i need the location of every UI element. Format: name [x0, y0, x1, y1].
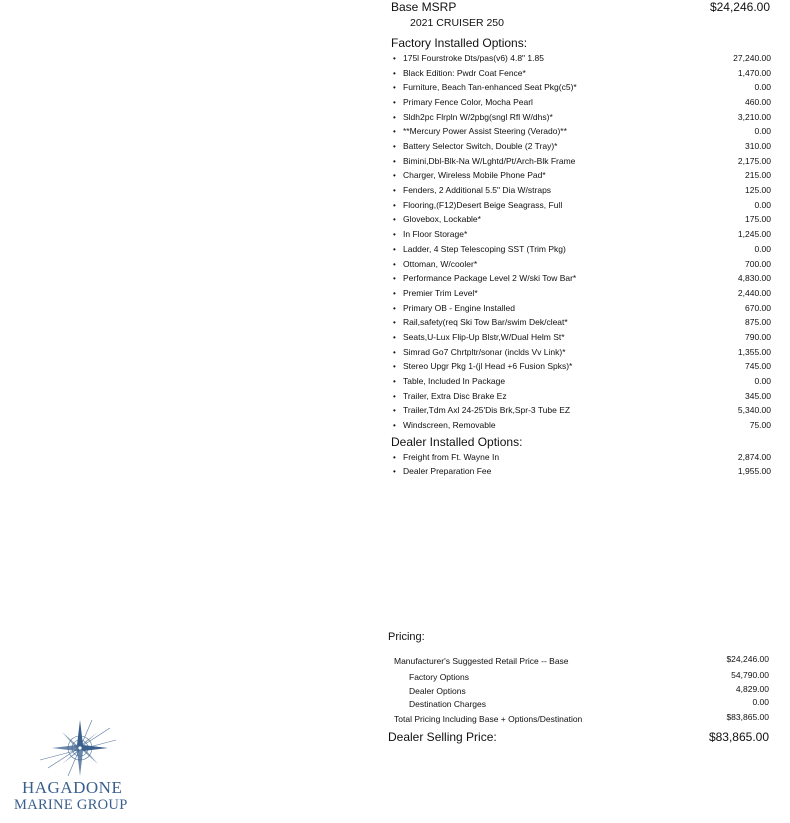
pricing-heading: Pricing: [388, 631, 425, 643]
option-price: 2,440.00 [737, 287, 771, 298]
option-price: 460.00 [745, 97, 771, 108]
option-label: • Dealer Preparation Fee [393, 466, 491, 476]
total-pricing-value: $83,865.00 [726, 712, 769, 722]
option-label: • Seats,U-Lux Flip-Up Blstr,W/Dual Helm St* [393, 332, 565, 342]
option-price: 125.00 [745, 185, 771, 196]
option-price: 3,210.00 [737, 111, 771, 122]
option-price: 0.00 [754, 375, 771, 386]
option-price: 1,245.00 [737, 229, 771, 240]
option-label: • Trailer, Extra Disc Brake Ez [393, 391, 507, 401]
option-price: 745.00 [745, 361, 771, 372]
option-price: 345.00 [745, 390, 771, 401]
dealer-options-total-label: Dealer Options [409, 686, 466, 696]
option-price: 1,355.00 [737, 346, 771, 357]
option-price: 1,470.00 [737, 67, 771, 78]
dealer-options-total-value: 4,829.00 [735, 684, 769, 694]
option-price: 700.00 [745, 258, 771, 269]
logo-wordmark-line1: HAGADONE [22, 778, 123, 797]
destination-charges-value: 0.00 [752, 697, 769, 707]
option-label: • 175l Fourstroke Dts/pas(v6) 4.8" 1.85 [393, 53, 544, 63]
option-price: 215.00 [745, 170, 771, 181]
dealer-selling-price-value: $83,865.00 [708, 730, 769, 744]
option-label: • Fenders, 2 Additional 5.5" Dia W/straps [393, 185, 551, 195]
option-label: • Freight from Ft. Wayne In [393, 452, 499, 462]
option-price: 5,340.00 [737, 405, 771, 416]
option-label: • Table, Included In Package [393, 376, 505, 386]
option-price: 875.00 [745, 317, 771, 328]
factory-options-total-label: Factory Options [409, 672, 469, 682]
option-price: 310.00 [745, 141, 771, 152]
option-label: • Trailer,Tdm Axl 24-25'Dis Brk,Spr-3 Tube EZ [393, 405, 570, 415]
option-label: • Battery Selector Switch, Double (2 Tray)* [393, 141, 557, 151]
dealer-options-heading: Dealer Installed Options: [391, 435, 523, 449]
option-label: • Rail,safety(req Ski Tow Bar/swim Dek/cleat* [393, 317, 568, 327]
option-label: • Black Edition: Pwdr Coat Fence* [393, 68, 526, 78]
compass-rose-icon [38, 718, 118, 780]
option-label: • Primary Fence Color, Mocha Pearl [393, 97, 533, 107]
option-price: 175.00 [745, 214, 771, 225]
option-label: • Charger, Wireless Mobile Phone Pad* [393, 170, 546, 180]
option-label: • Furniture, Beach Tan-enhanced Seat Pkg(c5)* [393, 82, 577, 92]
option-price: 0.00 [754, 126, 771, 137]
option-price: 0.00 [754, 82, 771, 93]
option-label: • Windscreen, Removable [393, 420, 496, 430]
option-price: 2,874.00 [737, 452, 771, 462]
option-label: • Premier Trim Level* [393, 288, 478, 298]
option-label: • Glovebox, Lockable* [393, 214, 481, 224]
option-label: • Flooring,(F12)Desert Beige Seagrass, Full [393, 200, 562, 210]
factory-options-total-value: 54,790.00 [731, 670, 769, 680]
option-label: • In Floor Storage* [393, 229, 467, 239]
option-price: 670.00 [745, 302, 771, 313]
option-label: • Ladder, 4 Step Telescoping SST (Trim Pkg) [393, 244, 566, 254]
boat-model: 2021 CRUISER 250 [410, 17, 504, 29]
option-label: • **Mercury Power Assist Steering (Verado)** [393, 126, 567, 136]
option-price: 790.00 [745, 331, 771, 342]
base-msrp-label: Base MSRP [391, 0, 457, 14]
option-label: • Simrad Go7 Chrtpltr/sonar (inclds Vv Link)* [393, 347, 566, 357]
option-price: 27,240.00 [733, 53, 771, 63]
option-price: 75.00 [749, 420, 771, 430]
option-price: 0.00 [754, 199, 771, 210]
option-price: 0.00 [754, 243, 771, 254]
option-price: 4,830.00 [737, 273, 771, 284]
option-price: 2,175.00 [737, 155, 771, 166]
msrp-base-value: $24,246.00 [726, 654, 769, 664]
option-label: • Ottoman, W/cooler* [393, 259, 477, 269]
msrp-base-label: Manufacturer's Suggested Retail Price -- Base [394, 656, 569, 666]
base-msrp-value: $24,246.00 [709, 0, 770, 14]
option-price: 1,955.00 [737, 466, 771, 476]
dealer-selling-price-label: Dealer Selling Price: [388, 730, 497, 744]
option-label: • Performance Package Level 2 W/ski Tow Bar* [393, 273, 576, 283]
option-label: • Stereo Upgr Pkg 1-(jl Head +6 Fusion Spks)* [393, 361, 572, 371]
factory-options-heading: Factory Installed Options: [391, 36, 528, 50]
destination-charges-label: Destination Charges [409, 699, 487, 709]
logo-wordmark-line2: MARINE GROUP [14, 797, 128, 813]
option-label: • Bimini,Dbl-Blk-Na W/Lghtd/Pt/Arch-Blk Frame [393, 156, 575, 166]
option-label: • Sldh2pc Flrpln W/2pbg(sngl Rfl W/dhs)* [393, 112, 553, 122]
option-label: • Primary OB - Engine Installed [393, 303, 515, 313]
total-pricing-label: Total Pricing Including Base + Options/Destination [394, 714, 583, 724]
